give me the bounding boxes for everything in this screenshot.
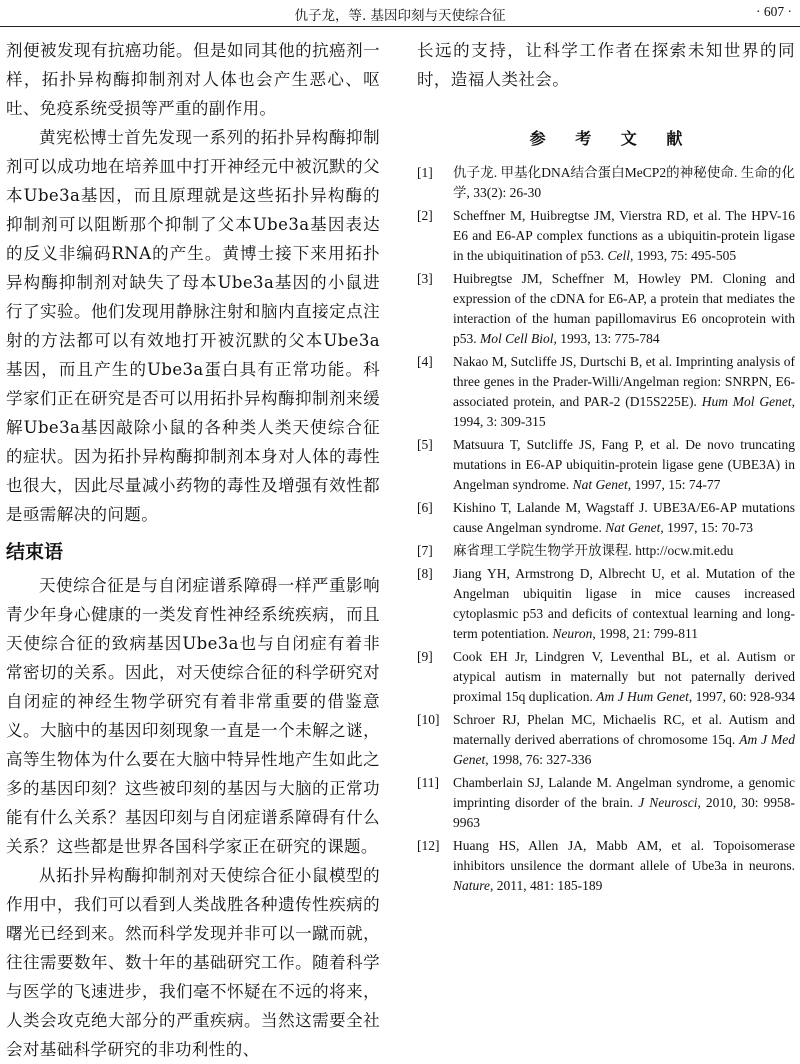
running-title: 仇子龙，等. 基因印刻与天使综合征 <box>294 8 506 24</box>
reference-item <box>417 163 795 203</box>
reference-number: [8] <box>417 566 433 581</box>
left-column <box>6 36 380 1064</box>
reference-text: Kishino T, Lalande M, Wagstaff J. UBE3A/E6-AP mutations cause Angelman syndrome. Nat Genet, 1997, 15: 70-73 <box>453 500 795 535</box>
reference-number: [2] <box>417 208 433 223</box>
reference-text: Nakao M, Sutcliffe JS, Durtschi B, et al. Imprinting analysis of three genes in the Prader-Willi/Angelman region: SNRPN, E6-associated protein, and PAR-2 (D15S225E). Hum Mol Genet, 1994, 3: 309-315 <box>453 354 795 429</box>
right-column <box>417 36 795 899</box>
reference-number: [7] <box>417 543 433 558</box>
page-number: · 607 · <box>756 4 792 19</box>
reference-text: Jiang YH, Armstrong D, Albrecht U, et al. Mutation of the Angelman ubiquitin ligase in mice causes increased cytoplasmic p53 and deficits of contextual learning and long-term potentiation. Neuron, 1998, 21: 799-811 <box>453 566 795 641</box>
reference-item <box>417 647 795 707</box>
reference-text: 仇子龙. 甲基化DNA结合蛋白MeCP2的神秘使命. 生命的化学, 33(2): 26-30 <box>453 165 795 200</box>
reference-item <box>417 435 795 495</box>
reference-text: Scheffner M, Huibregtse JM, Vierstra RD, et al. The HPV-16 E6 and E6-AP complex functions as a ubiquitin-protein ligase in the ubiquitination of p53. Cell, 1993, 75: 495-505 <box>453 208 795 263</box>
body-paragraph: 黄宪松博士首先发现一系列的拓扑异构酶抑制剂可以成功地在培养皿中打开神经元中被沉默的父本Ube3a基因，而且原理就是这些拓扑异构酶的抑制剂可以阻断那个抑制了父本Ube3a基因表达的反义非编码RNA的产生。黄博士接下来用拓扑异构酶抑制剂对缺失了母本Ube3a基因的小鼠进行了实验。他们发现用静脉注射和脑内直接定点注射的方法都可以有效地打开被沉默的父本Ube3a基因，而且产生的Ube3a蛋白具有正常功能。科学家们正在研究是否可以用拓扑异构酶抑制剂来缓解Ube3a基因敲除小鼠的各种类人类天使综合征的症状。因为拓扑异构酶抑制剂本身对人体的毒性也很大，因此尽量减小药物的毒性及增强有效性都是亟需解决的问题。 <box>6 128 380 524</box>
reference-number: [10] <box>417 712 440 727</box>
reference-number: [6] <box>417 500 433 515</box>
reference-text: Matsuura T, Sutcliffe JS, Fang P, et al. De novo truncating mutations in E6-AP ubiquitin-protein ligase gene (UBE3A) in Angelman syndrome. Nat Genet, 1997, 15: 74-77 <box>453 437 795 492</box>
reference-number: [9] <box>417 649 433 664</box>
reference-number: [5] <box>417 437 433 452</box>
reference-text: Cook EH Jr, Lindgren V, Leventhal BL, et al. Autism or atypical autism in maternally but not paternally derived proximal 15q duplication. Am J Hum Genet, 1997, 60: 928-934 <box>453 649 795 704</box>
body-paragraph: 剂便被发现有抗癌功能。但是如同其他的抗癌剂一样，拓扑异构酶抑制剂对人体也会产生恶心、呕吐、免疫系统受损等严重的副作用。 <box>6 41 380 118</box>
reference-item <box>417 206 795 266</box>
body-paragraph: 长远的支持，让科学工作者在探索未知世界的同时，造福人类社会。 <box>417 41 795 89</box>
reference-item <box>417 564 795 644</box>
body-paragraph: 天使综合征是与自闭症谱系障碍一样严重影响青少年身心健康的一类发育性神经系统疾病，而且天使综合征的致病基因Ube3a也与自闭症有着非常密切的关系。因此，对天使综合征的科学研究对自闭症的神经生物学研究有着非常重要的借鉴意义。大脑中的基因印刻现象一直是一个未解之谜，高等生物体为什么要在大脑中特异性地产生如此之多的基因印刻？这些被印刻的基因与大脑的正常功能有什么关系？基因印刻与自闭症谱系障碍有什么关系？这些都是世界各国科学家正在研究的课题。 <box>6 576 380 856</box>
reference-text: Huibregtse JM, Scheffner M, Howley PM. Cloning and expression of the cDNA for E6-AP, a protein that mediates the interaction of the human papillomavirus E6 oncoprotein with p53. Mol Cell Biol, 1993, 13: 775-784 <box>453 271 795 346</box>
reference-number: [3] <box>417 271 433 286</box>
reference-number: [11] <box>417 775 439 790</box>
reference-number: [1] <box>417 165 433 180</box>
reference-item <box>417 269 795 349</box>
reference-list <box>417 163 795 896</box>
references-heading: 参 考 文 献 <box>529 129 695 148</box>
reference-text: Schroer RJ, Phelan MC, Michaelis RC, et al. Autism and maternally derived aberrations of chromosome 15q. Am J Med Genet, 1998, 76: 327-336 <box>453 712 795 767</box>
reference-number: [4] <box>417 354 433 369</box>
reference-text: 麻省理工学院生物学开放课程. http://ocw.mit.edu <box>453 543 734 558</box>
section-title-conclusion: 结束语 <box>6 541 64 563</box>
reference-item <box>417 773 795 833</box>
body-paragraph: 从拓扑异构酶抑制剂对天使综合征小鼠模型的作用中，我们可以看到人类战胜各种遗传性疾病的曙光已经到来。然而科学发现并非可以一蹴而就，往往需要数年、数十年的基础研究工作。随着科学与医学的飞速进步，我们毫不怀疑在不远的将来，人类会攻克绝大部分的严重疾病。当然这需要全社会对基础科学研究的非功利性的、 <box>6 866 380 1059</box>
reference-item <box>417 710 795 770</box>
reference-text: Huang HS, Allen JA, Mabb AM, et al. Topoisomerase inhibitors unsilence the dormant allele of Ube3a in neurons. Nature, 2011, 481: 185-189 <box>453 838 795 893</box>
running-header <box>0 0 800 27</box>
reference-item <box>417 836 795 896</box>
reference-item <box>417 352 795 432</box>
reference-number: [12] <box>417 838 440 853</box>
reference-item <box>417 541 795 561</box>
reference-text: Chamberlain SJ, Lalande M. Angelman syndrome, a genomic imprinting disorder of the brain. J Neurosci, 2010, 30: 9958-9963 <box>453 775 796 830</box>
reference-item <box>417 498 795 538</box>
